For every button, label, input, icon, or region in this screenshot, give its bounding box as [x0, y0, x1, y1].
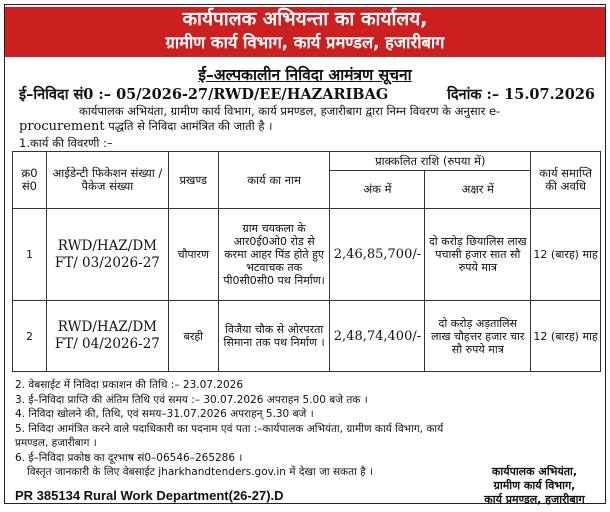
- note-item: 5. निविदा आमंत्रित करने वाले पदाधिकारी का पदनाम एवं पता :–कार्यपालक अभियंता, ग्रामीण कार्य विभाग, कार्य प्रमण्डल, हजारीबाग ।: [15, 422, 444, 449]
- intro-paragraph: [19, 104, 595, 134]
- cell-sno: 1: [13, 209, 47, 301]
- col-header-period: कार्य समाप्ति की अवधि: [531, 152, 601, 209]
- cell-amount-words: दो करोड़ अड़तालिस लाख चौहत्तर हजार चार सौ रुपये मात्र: [425, 301, 531, 372]
- signature-line: कार्य प्रमण्डल, हजारीबाग: [484, 493, 585, 506]
- intro-text2: पद्धति से निविदा आमंत्रित की जाती है ।: [104, 119, 273, 133]
- cell-id: RWD/HAZ/DM FT/ 04/2026-27: [46, 301, 168, 372]
- notes-list: [15, 378, 475, 480]
- col-header-id: आईडेन्टी फिकेशन संख्या / पैकेज संख्या: [46, 152, 168, 209]
- office-department: ग्रामीण कार्य विभाग, कार्य प्रमण्डल, हजारीबाग: [165, 33, 445, 52]
- pr-number: PR 385134 Rural Work Department(26-27).D: [15, 488, 284, 503]
- table-row: [13, 301, 601, 372]
- notice-title-wrap: [5, 63, 605, 85]
- cell-amount-figures: 2,46,85,700/-: [330, 209, 425, 301]
- tender-number: ई–निविदा सं0 :– 05/2026-27/RWD/EE/HAZARIBAG: [19, 86, 389, 103]
- col-header-estimate: प्राक्कलित राशि (रुपया में): [330, 152, 531, 171]
- signature-line: ग्रामीण कार्य विभाग,: [493, 479, 576, 492]
- signature-line: कार्यपालक अभियंता,: [491, 465, 578, 478]
- tender-date: दिनांक :– 15.07.2026: [447, 86, 595, 103]
- intro-procurement: procurement: [19, 119, 105, 134]
- section-label: 1.कार्य की विवरणी :–: [19, 136, 113, 150]
- cell-work-name: ग्राम चयकला के आर0ई0ओ0 रोड से करमा आहर पिंड होते हुए भटवाचक तक पी0सी0सी0 पथ निर्माण।: [218, 209, 330, 301]
- table-row: [13, 209, 601, 301]
- note-item: 4. निविदा खोलने की, तिथि, एवं समय–31.07.2026 अपराहन् 5.30 बजे ।: [15, 408, 314, 420]
- cell-amount-figures: 2,48,74,400/-: [330, 301, 425, 372]
- note-item: 6. ई–निविदा प्रकोष्ठ का दूरभाष सं0–06546–265286 ।: [15, 451, 243, 464]
- cell-block: चौपारण: [168, 209, 218, 301]
- tender-ref-line: [19, 84, 595, 104]
- works-table: [12, 151, 601, 372]
- notice-title: ई–अल्पकालीन निविदा आमंत्रण सूचना: [198, 66, 412, 84]
- intro-text: कार्यपालक अभियंता, ग्रामीण कार्य विभाग, कार्य प्रमण्डल, हजारीबाग द्वारा निम्न विवरण के अनुसार e-: [79, 104, 501, 118]
- note-item: 3. ई–निविदा प्राप्ति की अंतिम तिथि एवं समय :– 30.07.2026 अपराहन 5.00 बजे तक ।: [15, 393, 368, 406]
- signature-block: [467, 465, 602, 507]
- col-header-block: प्रखण्ड: [168, 152, 218, 209]
- cell-sno: 2: [13, 301, 47, 372]
- note-item: 2. वेबसाईट में निविदा प्रकाशन की तिथि :– 23.07.2026: [15, 379, 244, 391]
- cell-work-name: विजैया चौक से ओरपरता सिमाना तक पथ निर्माण ।: [218, 301, 330, 372]
- office-title: कार्यपालक अभियन्ता का कार्यालय,: [182, 8, 428, 30]
- col-header-sno: क्र0 सं0: [13, 152, 47, 209]
- col-header-words: अक्षर में: [425, 171, 531, 209]
- cell-amount-words: दो करोड़ छियालिस लाख पचासी हजार सात सौ रुपये मात्र: [425, 209, 531, 301]
- cell-block: बरही: [168, 301, 218, 372]
- office-header: [5, 7, 605, 57]
- cell-period: 12 (बारह) माह: [531, 209, 601, 301]
- col-header-name: कार्य का नाम: [218, 152, 330, 209]
- col-header-figures: अंक में: [330, 171, 425, 209]
- cell-period: 12 (बारह) माह: [531, 301, 601, 372]
- website-note: विस्तृत जानकारी के लिए वेबसाईट jharkhandtenders.gov.in में देखा जा सकता है ।: [27, 466, 374, 478]
- cell-id: RWD/HAZ/DM FT/ 03/2026-27: [46, 209, 168, 301]
- tender-notice: [4, 4, 606, 504]
